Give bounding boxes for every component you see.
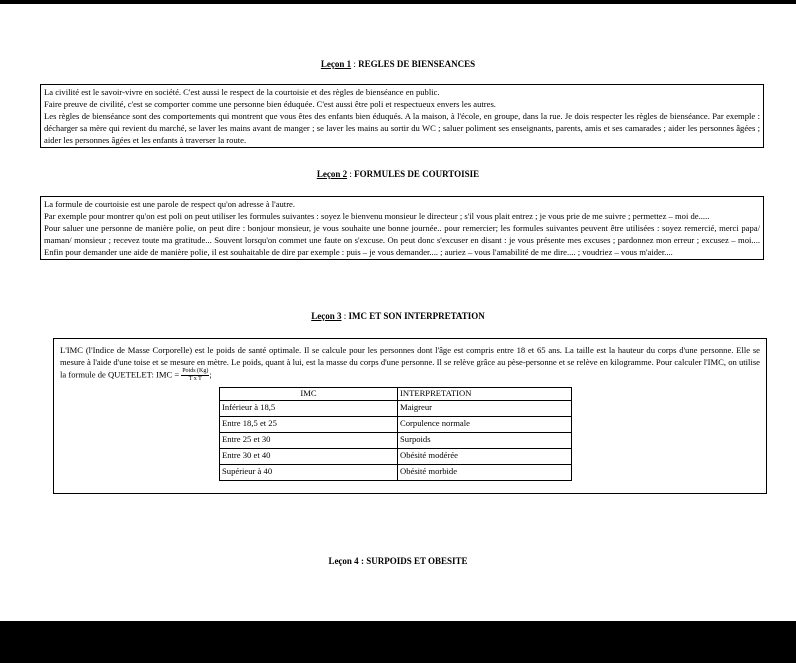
table-cell: Corpulence normale (398, 416, 572, 432)
table-cell: Supérieur à 40 (220, 464, 398, 480)
lesson2-sep: : (347, 169, 355, 179)
quetelet-formula (181, 368, 212, 383)
lesson1-heading (0, 59, 796, 69)
lesson3-title: IMC ET SON INTERPRETATION (348, 311, 485, 321)
lesson1-sep: : (351, 59, 359, 69)
imc-table (219, 387, 572, 481)
lesson3-paragraph: L'IMC (l'Indice de Masse Corporelle) est le poids de santé optimale. Il se calcule pour les personnes dont l'âge est compris entre 18 et 65 ans. La taille est la hauteur du corps d'une personne. Elle se mesure à l'aide d'une toise et se mesure en mètre. Le poids, quant à lui, est la masse du corps d'une personne. Il se relève grâce au pèse-personne et se relève en kilogramme. Pour calculer l'IMC, on utilise la formule de QUETELET: IMC = (60, 345, 760, 380)
lesson2-line: Pour saluer une personne de manière polie, on peut dire : bonjour monsieur, je vous souhaite une bonne journée.. pour remercier; les formules suivantes peuvent être utilisées : soyez remercié, merci papa/ maman/ monsieur ; recevez toute ma gratitude... Souvent lorsqu'on commet une faute on s'excuse. On peut donc s'excuser en disant : je vous présente mes excuses ; pardonnez mon erreur ; excusez – moi.... Enfin pour demander une aide de manière polie, il est souhaitable de dire par exemple : puis – je vous demander.... ; auriez – vous l'amabilité de me dire.... ; voudriez – vous m'aider.... (44, 223, 760, 257)
lesson4-title: SURPOIDS ET OBESITE (366, 556, 468, 566)
lesson2-heading (0, 169, 796, 179)
lesson2-line: Par exemple pour montrer qu'on est poli on peut utiliser les formules suivantes : soyez le bienvenu monsieur le directeur ; s'il vous plait entrez ; je vous prie de me suivre ; permettez – moi de..... (44, 211, 710, 221)
lesson1-line: Faire preuve de civilité, c'est se comporter comme une personne bien éduquée. C'est aussi être poli et respectueux envers les autres. (44, 99, 496, 109)
table-header-imc: IMC (220, 388, 398, 401)
lesson4-heading (0, 556, 796, 566)
table-cell: Inférieur à 18,5 (220, 400, 398, 416)
formula-denominator: T x T (188, 376, 202, 382)
lesson2-content (40, 196, 764, 260)
lesson3-text (60, 345, 760, 383)
table-row (220, 416, 572, 432)
lesson3-heading (0, 311, 796, 321)
formula-end: ; (209, 369, 212, 380)
table-cell: Maigreur (398, 400, 572, 416)
lesson1-label: Leçon 1 (320, 59, 352, 69)
table-cell: Entre 25 et 30 (220, 432, 398, 448)
table-row (220, 464, 572, 480)
top-border (0, 0, 796, 4)
lesson3-label: Leçon 3 (311, 311, 342, 321)
table-cell: Entre 30 et 40 (220, 448, 398, 464)
table-cell: Obésité modérée (398, 448, 572, 464)
formula-numerator: Poids (Kg) (182, 368, 209, 374)
lesson4-sep: : (358, 556, 367, 566)
lesson4-label: Leçon 4 (328, 556, 359, 566)
lesson1-line: La civilité est le savoir-vivre en société. C'est aussi le respect de la courtoisie et des règles de bienséance en public. (44, 87, 440, 97)
bottom-border (0, 621, 796, 663)
table-row (220, 448, 572, 464)
lesson2-line: La formule de courtoisie est une parole de respect qu'on adresse à l'autre. (44, 199, 296, 209)
lesson1-title: REGLES DE BIENSEANCES (358, 59, 476, 69)
lesson3-sep: : (341, 311, 349, 321)
table-cell: Surpoids (398, 432, 572, 448)
table-row (220, 432, 572, 448)
lesson3-content (53, 338, 767, 494)
lesson2-title: FORMULES DE COURTOISIE (354, 169, 480, 179)
table-cell: Obésité morbide (398, 464, 572, 480)
table-row (220, 400, 572, 416)
lesson1-line: Les règles de bienséance sont des comportements qui montrent que vous êtes des enfants bien éduqués. A la maison, à l'école, en groupe, dans la rue. Je dois respecter les règles de bienséance. Par exemple : décharger sa mère qui revient du marché, se laver les mains avant de manger ; se laver les mains au sortir du WC ; saluer poliment ses enseignants, parents, amis et ses camarades ; aider les personnes âgées ; aider les personnes âgées et les enfants à traverser la route. (44, 111, 760, 145)
table-cell: Entre 18,5 et 25 (220, 416, 398, 432)
lesson2-label: Leçon 2 (316, 169, 348, 179)
lesson1-content (40, 84, 764, 148)
table-header-row (220, 388, 572, 401)
table-header-interpretation: INTERPRETATION (398, 388, 572, 401)
